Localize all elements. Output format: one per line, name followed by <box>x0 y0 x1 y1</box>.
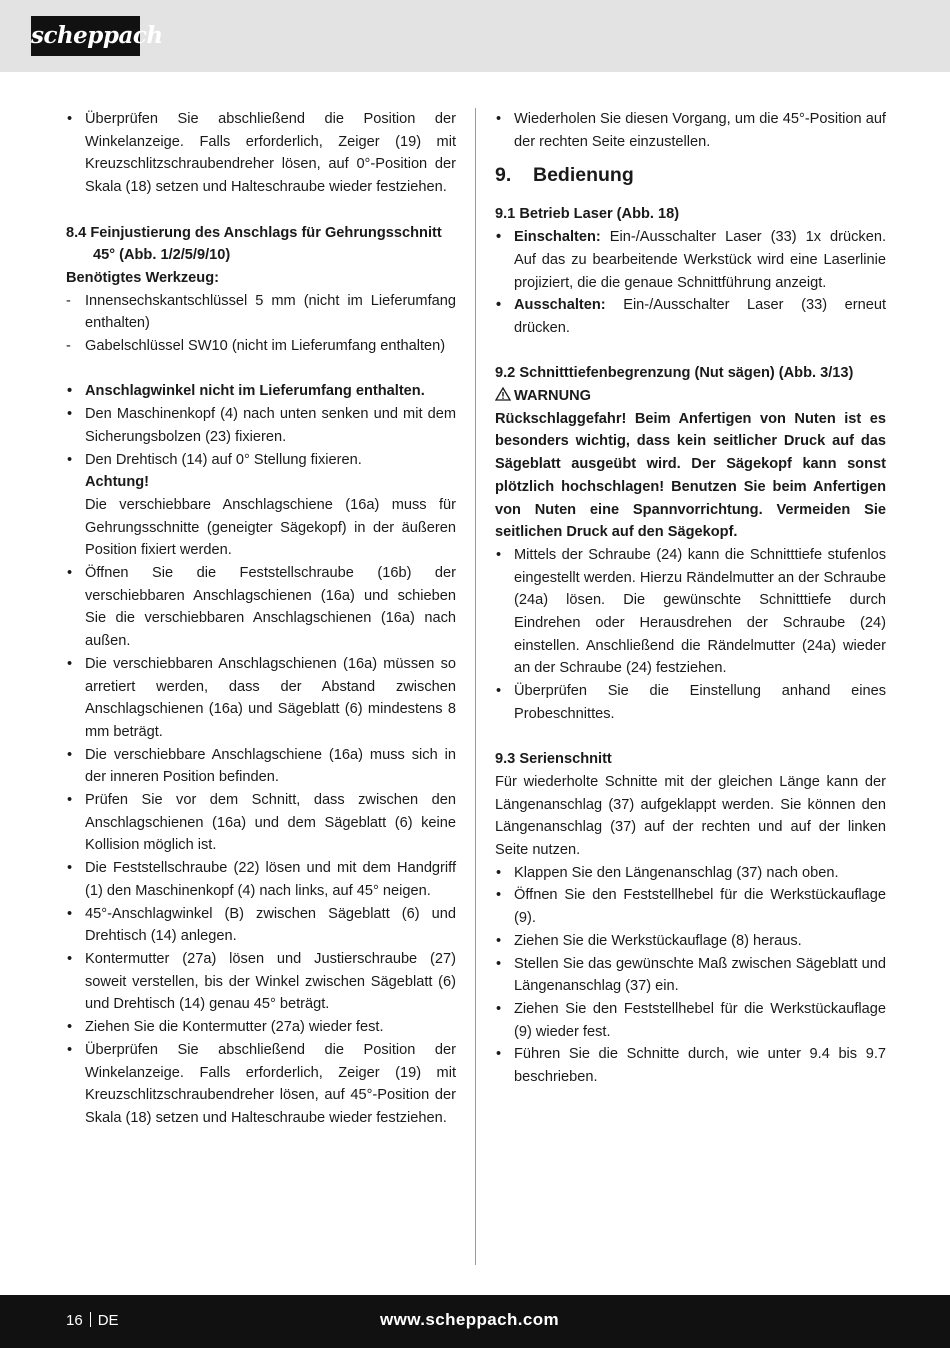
section-number: 9. <box>495 164 512 187</box>
warning-text: Rückschlaggefahr! Beim Anfertigen von Nuten ist es besonders wichtig, dass kein seitlicher Druck auf das Sägeblatt ausgeübt wird. Der Sägekopf kann sonst plötzlich hochschlagen! Benutzen Sie beim Anfertigen von Nuten eine Spannvorrichtung. Vermeiden Sie seitlichen Druck auf den Sägekopf. <box>495 410 886 541</box>
list-item: • Überprüfen Sie abschließend die Position der Winkelanzeige. Falls erforderlich, Zeiger (19) mit Kreuzschlitzschraubendreher lösen, auf 45°-Position der Skala (18) setzen und Halteschraube wieder festziehen. <box>66 1039 456 1130</box>
list-item: - Gabelschlüssel SW10 (nicht im Lieferumfang enthalten) <box>66 335 456 358</box>
off-label: Ausschalten: <box>514 297 606 314</box>
header-band <box>0 0 950 72</box>
footer-band <box>0 1295 950 1348</box>
section-heading-8-4: 8.4 Feinjustierung des Anschlags für Gehrungsschnitt 45° (Abb. 1/2/5/9/10) <box>66 224 442 264</box>
off-text: Ein-/Ausschalter Laser (33) erneut drücken. <box>514 297 886 336</box>
list-item: • Klappen Sie den Längenanschlag (37) nach oben. <box>495 862 886 885</box>
list-item: • Die Feststellschraube (22) lösen und mit dem Handgriff (1) den Maschinenkopf (4) nach links, auf 45° neigen. <box>66 857 456 902</box>
website-url[interactable]: www.scheppach.com <box>380 1310 560 1329</box>
list-item: • Die verschiebbaren Anschlagschienen (16a) müssen so arretiert werden, dass der Abstand zwischen Anschlagschienen (16a) und Sägeblatt (6) mindestens 8 mm beträgt. <box>66 653 456 744</box>
list-item: • Öffnen Sie den Feststellhebel für die Werkstückauflage (9). <box>495 884 886 929</box>
list-item: • Überprüfen Sie abschließend die Position der Winkelanzeige. Falls erforderlich, Zeiger (19) mit Kreuzschlitzschraubendreher lösen, auf 0°-Position der Skala (18) setzen und Halteschraube wieder festziehen. <box>66 108 456 199</box>
list-item: • Stellen Sie das gewünschte Maß zwischen Sägeblatt und Längenanschlag (37) ein. <box>495 953 886 998</box>
list-item <box>495 294 886 339</box>
section-heading-9-3: 9.3 Serienschnitt <box>495 751 612 768</box>
list-item: • Ziehen Sie den Feststellhebel für die Werkstückauflage (9) wieder fest. <box>495 998 886 1043</box>
paragraph: Für wiederholte Schnitte mit der gleichen Länge kann der Längenanschlag (37) aufgeklappt werden. Sie können den Längenanschlag (37) auf der rechten und auf der linken Seite nutzen. <box>495 773 886 859</box>
list-item: • Kontermutter (27a) lösen und Justierschraube (27) soweit verstellen, bis der Winkel zwischen Sägeblatt (6) und Drehtisch (14) genau 45° beträgt. <box>66 948 456 1016</box>
page-separator <box>90 1312 91 1327</box>
language-code: DE <box>97 1312 119 1329</box>
column-divider <box>475 108 476 1265</box>
right-column <box>495 108 886 1089</box>
list-item: • Den Maschinenkopf (4) nach unten senken und mit dem Sicherungsbolzen (23) fixieren. <box>66 403 456 448</box>
section-heading-9 <box>495 163 886 187</box>
list-item: - Innensechskantschlüssel 5 mm (nicht im Lieferumfang enthalten) <box>66 290 456 335</box>
attention-label: Achtung! <box>85 474 150 491</box>
list-item: • Ziehen Sie die Werkstückauflage (8) heraus. <box>495 930 886 953</box>
page-number: 16 <box>66 1312 83 1329</box>
list-item: • Anschlagwinkel nicht im Lieferumfang enthalten. <box>66 380 456 403</box>
list-item: • 45°-Anschlagwinkel (B) zwischen Sägeblatt (6) und Drehtisch (14) anlegen. <box>66 903 456 948</box>
list-item: • Führen Sie die Schnitte durch, wie unter 9.4 bis 9.7 beschrieben. <box>495 1043 886 1088</box>
section-heading-9-1: 9.1 Betrieb Laser (Abb. 18) <box>495 206 680 223</box>
list-item: • Die verschiebbare Anschlagschiene (16a) muss sich in der inneren Position befinden. <box>66 744 456 789</box>
warning-heading <box>495 385 886 408</box>
list-item: • Ziehen Sie die Kontermutter (27a) wieder fest. <box>66 1016 456 1039</box>
list-item <box>495 226 886 294</box>
warning-label: WARNUNG <box>514 388 592 405</box>
on-label: Einschalten: <box>514 229 601 246</box>
section-heading-9-2: 9.2 Schnitttiefenbegrenzung (Nut sägen) (Abb. 3/13) <box>495 365 854 382</box>
on-text: Ein-/Ausschalter Laser (33) 1x drücken. Auf das zu bearbeitende Werkstück wird eine Laserlinie projiziert, die die genaue Schnittführung anzeigt. <box>514 229 886 291</box>
list-item: • Öffnen Sie die Feststellschraube (16b) der verschiebbaren Anschlagschienen (16a) und schieben Sie die verschiebbaren Anschlagschienen (16a) nach außen. <box>66 562 456 653</box>
list-item: • Prüfen Sie vor dem Schnitt, dass zwischen den Anschlagschienen (16a) und dem Sägeblatt (6) keine Kollision möglich ist. <box>66 789 456 857</box>
list-item: • Den Drehtisch (14) auf 0° Stellung fixieren. <box>66 449 456 472</box>
tools-heading: Benötigtes Werkzeug: <box>66 269 219 286</box>
list-item: • Wiederholen Sie diesen Vorgang, um die 45°-Position auf der rechten Seite einzustellen. <box>495 108 886 153</box>
left-column <box>66 108 456 1130</box>
page-number-block <box>66 1310 119 1332</box>
scheppach-logo: scheppach <box>31 16 140 56</box>
list-item: • Überprüfen Sie die Einstellung anhand eines Probeschnittes. <box>495 680 886 725</box>
section-title: Bedienung <box>533 164 634 187</box>
list-item: • Mittels der Schraube (24) kann die Schnitttiefe stufenlos eingestellt werden. Hierzu Rändelmutter an der Schraube (24a) lösen. Die gewünschte Schnitttiefe durch Eindrehen oder Herausdrehen der Schraube (24) einstellen. Anschließend die Rändelmutter (24a) wieder an der Schraube (24) festziehen. <box>495 544 886 680</box>
attention-text: Die verschiebbare Anschlagschiene (16a) muss für Gehrungsschnitte (geneigter Sägekopf) in der äußeren Position fixiert werden. <box>85 496 456 559</box>
warning-triangle-icon <box>495 387 511 401</box>
